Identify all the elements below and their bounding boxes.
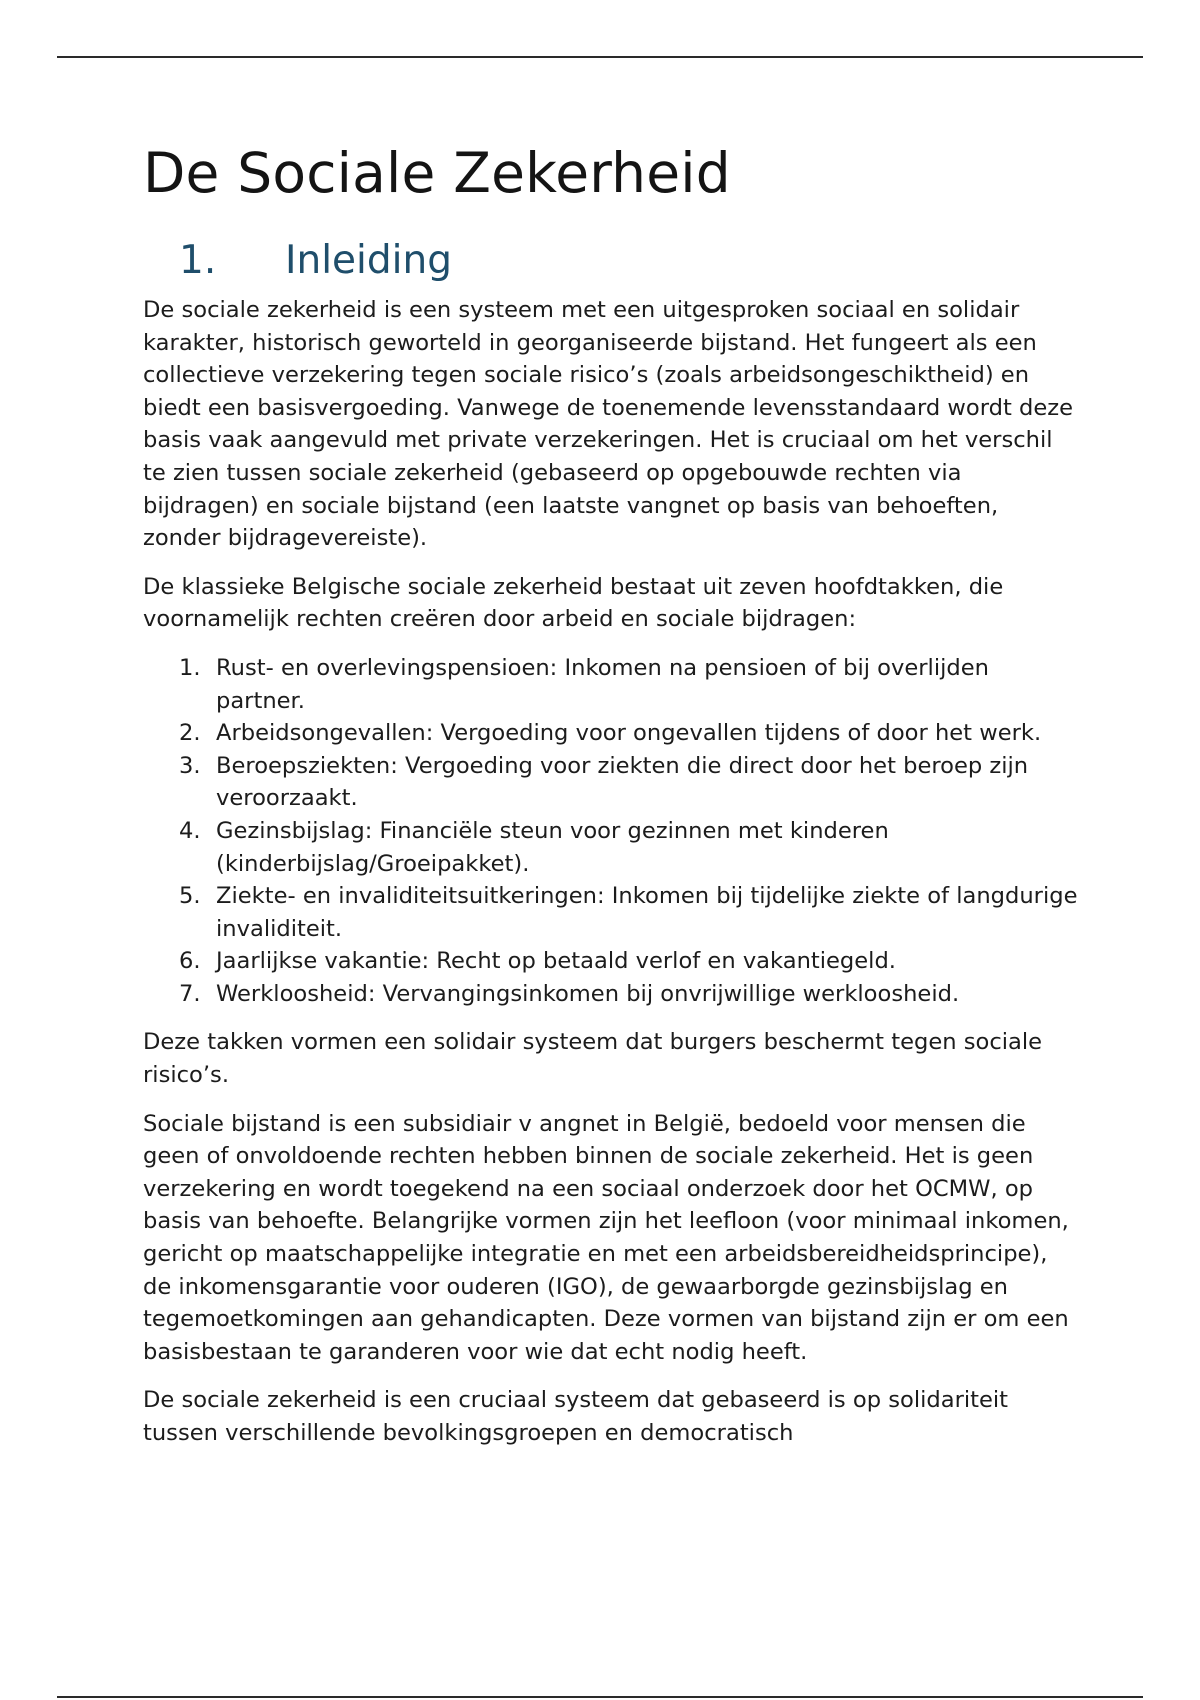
list-item-text: Arbeidsongevallen: Vergoeding voor ongevallen tijdens of door het werk.	[216, 720, 1042, 747]
list-item	[143, 945, 1081, 978]
document-title: De Sociale Zekerheid	[143, 141, 731, 205]
list-marker: 4.	[179, 817, 201, 844]
paragraph-social-assistance: Sociale bijstand is een subsidiair v angnet in België, bedoeld voor mensen die geen of onvoldoende rechten hebben binnen de sociale zekerheid. Het is geen verzekering en wordt toegekend na een sociaal onderzoek door het OCMW, op basis van behoefte. Belangrijke vormen zijn het leefloon (voor minimaal inkomen, gericht op maatschappelijke integratie en met een arbeidsbereidheidsprincipe), de inkomensgarantie voor ouderen (IGO), de gewaarborgde gezinsbijslag en tegemoetkomingen aan gehandicapten. Deze vormen van bijstand zijn er om een basisbestaan te garanderen voor wie dat echt nodig heeft.	[143, 1110, 1069, 1365]
list-marker: 1.	[179, 654, 201, 681]
list-marker: 3.	[179, 752, 201, 779]
list-item	[143, 717, 1081, 750]
branches-list	[143, 652, 1078, 1011]
list-item	[143, 750, 1081, 815]
list-item-text: Gezinsbijslag: Financiële steun voor gezinnen met kinderen (kinderbijslag/Groeipakket).	[216, 817, 889, 877]
section-heading	[143, 236, 1073, 286]
list-item-text: Rust- en overlevingspensioen: Inkomen na pensioen of bij overlijden partner.	[216, 654, 989, 714]
list-item	[143, 978, 1081, 1011]
header-rule	[57, 56, 1143, 58]
paragraph-intro: De sociale zekerheid is een systeem met een uitgesproken sociaal en solidair karakter, historisch geworteld in georganiseerde bijstand. Het fungeert als een collectieve verzekering tegen sociale risico’s (zoals arbeidsongeschiktheid) en biedt een basisvergoeding. Vanwege de toenemende levensstandaard wordt deze basis vaak aangevuld met private verzekeringen. Het is cruciaal om het verschil te zien tussen sociale zekerheid (gebaseerd op opgebouwde rechten via bijdragen) en sociale bijstand (een laatste vangnet op basis van behoeften, zonder bijdragevereiste).	[143, 297, 1073, 552]
section-title: Inleiding	[285, 238, 452, 283]
paragraph-solidarity: Deze takken vormen een solidair systeem dat burgers beschermt tegen sociale risico’s.	[143, 1029, 1043, 1089]
paragraph-branches-intro: De klassieke Belgische sociale zekerheid bestaat uit zeven hoofdtakken, die voornamelijk rechten creëren door arbeid en sociale bijdragen:	[143, 573, 1004, 633]
list-item-text: Ziekte- en invaliditeitsuitkeringen: Inkomen bij tijdelijke ziekte of langdurige invaliditeit.	[216, 883, 1078, 942]
footer-rule	[57, 1696, 1143, 1698]
list-marker: 6.	[179, 948, 201, 975]
paragraph-conclusion: De sociale zekerheid is een cruciaal systeem dat gebaseerd is op solidariteit tussen verschillende bevolkingsgroepen en democratisch	[143, 1387, 1009, 1446]
list-item	[143, 815, 1081, 880]
list-item	[143, 652, 1081, 717]
list-marker: 7.	[179, 980, 201, 1007]
list-item-text: Jaarlijkse vakantie: Recht op betaald verlof en vakantiegeld.	[216, 948, 896, 975]
document-body	[143, 132, 1078, 1466]
list-marker: 2.	[179, 720, 201, 747]
list-item	[143, 880, 1081, 945]
list-item-text: Werkloosheid: Vervangingsinkomen bij onvrijwillige werkloosheid.	[216, 980, 960, 1007]
list-item-text: Beroepsziekten: Vergoeding voor ziekten die direct door het beroep zijn veroorzaakt.	[216, 752, 1029, 812]
section-number: 1.	[179, 238, 217, 283]
list-marker: 5.	[179, 883, 201, 910]
